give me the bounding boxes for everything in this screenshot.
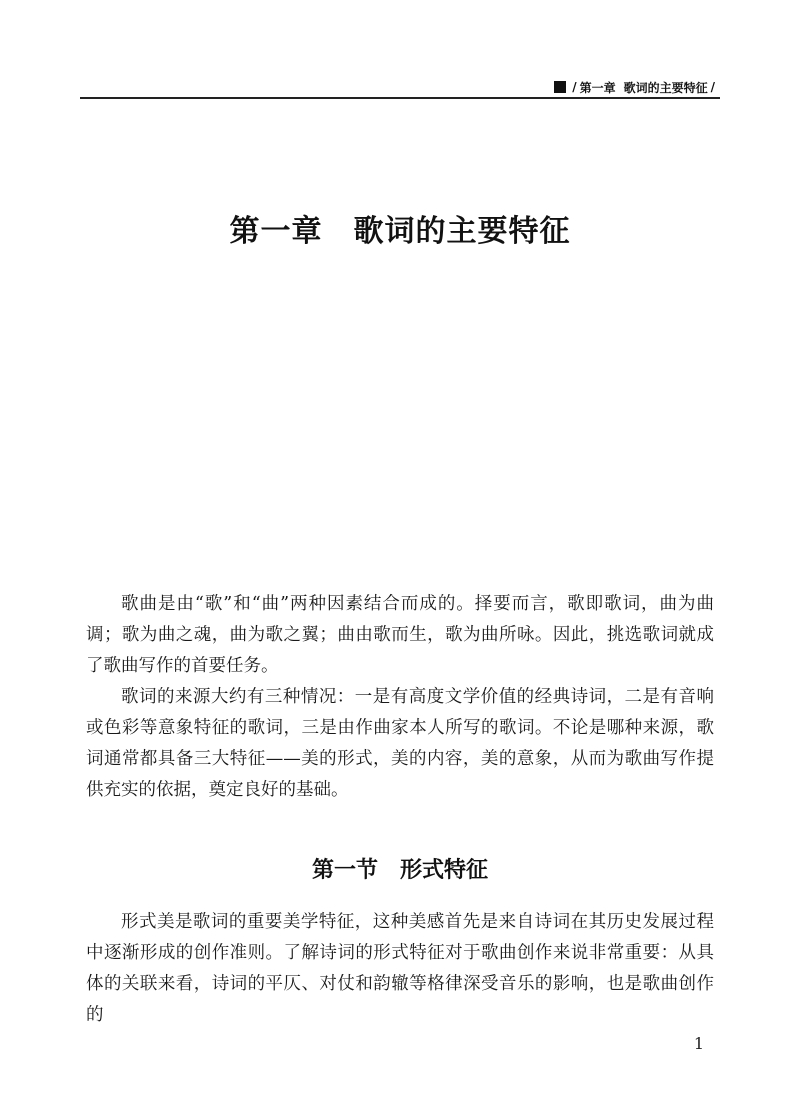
running-header-title: 歌词的主要特征 (623, 80, 708, 95)
intro-paragraph-1: 歌曲是由“歌”和“曲”两种因素结合而成的。择要而言，歌即歌词，曲为曲调；歌为曲之魂，曲为歌之翼；曲由歌而生，歌为曲所咏。因此，挑选歌词就成了歌曲写作的首要任务。 (86, 594, 714, 676)
running-header-chapter: 第一章 (579, 80, 616, 95)
running-header (554, 78, 718, 96)
header-slash-right: / (710, 80, 715, 94)
header-block-mark (554, 81, 566, 93)
intro-paragraph-2: 歌词的来源大约有三种情况：一是有高度文学价值的经典诗词，二是有音响或色彩等意象特征的歌词，三是由作曲家本人所写的歌词。不论是哪种来源，歌词通常都具备三大特征——美的形式，美的内容，美的意象，从而为歌曲写作提供充实的依据，奠定良好的基础。 (86, 687, 714, 800)
header-slash-left: / (572, 80, 577, 94)
chapter-title: 第一章 歌词的主要特征 (229, 214, 571, 249)
section-paragraph-1: 形式美是歌词的重要美学特征，这种美感首先是来自诗词在其历史发展过程中逐渐形成的创作准则。了解诗词的形式特征对于歌曲创作来说非常重要：从具体的关联来看，诗词的平仄、对仗和韵辙等格律深受音乐的影响，也是歌曲创作的 (86, 912, 714, 1025)
header-rule (80, 97, 720, 99)
page-number: 1 (693, 1034, 704, 1053)
section-text (86, 907, 714, 1031)
intro-text (86, 589, 714, 806)
section-title: 第一节 形式特征 (311, 858, 488, 883)
